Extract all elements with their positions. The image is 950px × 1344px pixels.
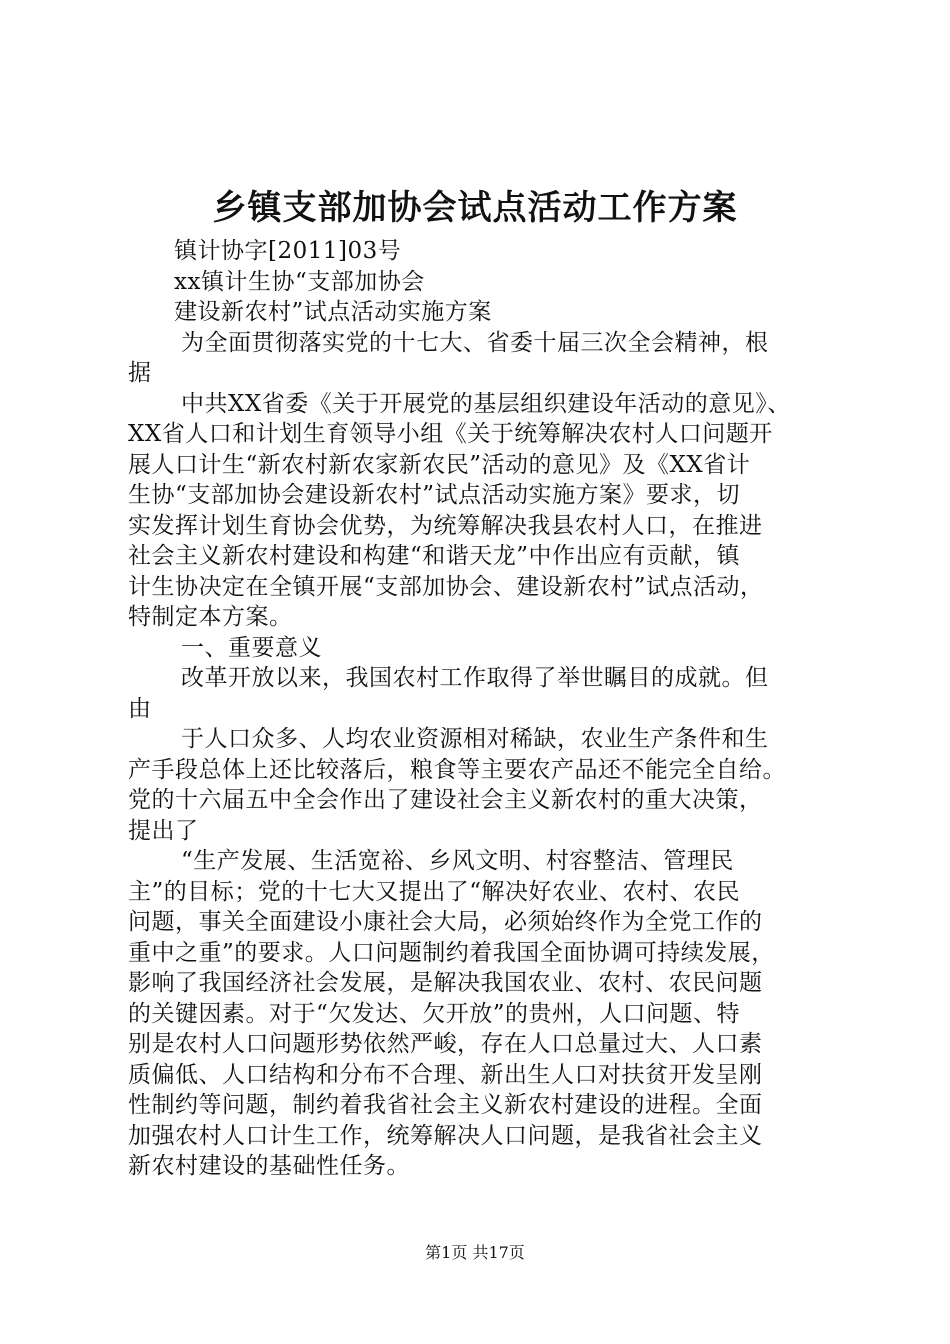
paragraph-line: 特制定本方案。	[128, 604, 293, 630]
paragraph-line: 新农村建设的基础性任务。	[128, 1153, 410, 1179]
paragraph-line: 加强农村人口计生工作，统筹解决人口问题，是我省社会主义	[128, 1122, 763, 1149]
paragraph-line: 实发挥计划生育协会优势，为统筹解决我县农村人口，在推进	[128, 512, 763, 539]
paragraph-line: 问题，事关全面建设小康社会大局，必须始终作为全党工作的	[128, 909, 763, 935]
paragraph-line: 产手段总体上还比较落后，粮食等主要农产品还不能完全自给。	[128, 756, 786, 783]
page-footer: 第1页 共17页	[425, 1243, 525, 1262]
section-heading: 一、重要意义	[181, 634, 322, 661]
paragraph-line: 改革开放以来，我国农村工作取得了举世瞩目的成就。但	[181, 665, 769, 691]
paragraph-line: 别是农村人口问题形势依然严峻，存在人口总量过大、人口素	[128, 1031, 763, 1057]
paragraph-line: 党的十六届五中全会作出了建设社会主义新农村的重大决策，	[128, 787, 763, 813]
paragraph-line: 的关键因素。对于“欠发达、欠开放”的贵州，人口问题、特	[128, 1000, 741, 1027]
paragraph-line: 计生协决定在全镇开展“支部加协会、建设新农村”试点活动，	[128, 573, 764, 600]
paragraph-line: 质偏低、人口结构和分布不合理、新出生人口对扶贫开发呈刚	[128, 1061, 763, 1088]
subtitle-line: xx镇计生协“支部加协会	[174, 268, 425, 295]
paragraph-line: XX省人口和计划生育领导小组《关于统筹解决农村人口问题开	[128, 421, 773, 447]
paragraph-line: 中共XX省委《关于开展党的基层组织建设年活动的意见》、	[181, 390, 791, 417]
paragraph-line: 生协“支部加协会建设新农村”试点活动实施方案》要求，切	[128, 482, 741, 508]
paragraph-line: 重中之重”的要求。人口问题制约着我国全面协调可持续发展，	[128, 939, 775, 966]
paragraph-line: 性制约等问题，制约着我省社会主义新农村建设的进程。全面	[128, 1092, 763, 1118]
paragraph-line: 主”的目标；党的十七大又提出了“解决好农业、农村、农民	[128, 878, 741, 905]
paragraph-line: 为全面贯彻落实党的十七大、省委十届三次全会精神，根	[181, 329, 769, 356]
doc-number-line: 镇计协字[2011]03号	[174, 238, 402, 264]
paragraph-line: 据	[128, 360, 152, 386]
paragraph-line: 提出了	[128, 817, 199, 844]
subtitle-line: 建设新农村”试点活动实施方案	[174, 299, 492, 325]
paragraph-line: 于人口众多、人均农业资源相对稀缺，农业生产条件和生	[181, 726, 769, 752]
document-title: 乡镇支部加协会试点活动工作方案	[212, 188, 738, 228]
paragraph-line: 由	[128, 695, 152, 722]
paragraph-line: 展人口计生“新农村新农家新农民”活动的意见》及《XX省计	[128, 451, 751, 478]
paragraph-line: 社会主义新农村建设和构建“和谐天龙”中作出应有贡献，镇	[128, 543, 741, 569]
paragraph-line: “生产发展、生活宽裕、乡风文明、村容整洁、管理民	[181, 848, 734, 874]
paragraph-line: 影响了我国经济社会发展，是解决我国农业、农村、农民问题	[128, 970, 763, 996]
document-body	[128, 236, 833, 1182]
